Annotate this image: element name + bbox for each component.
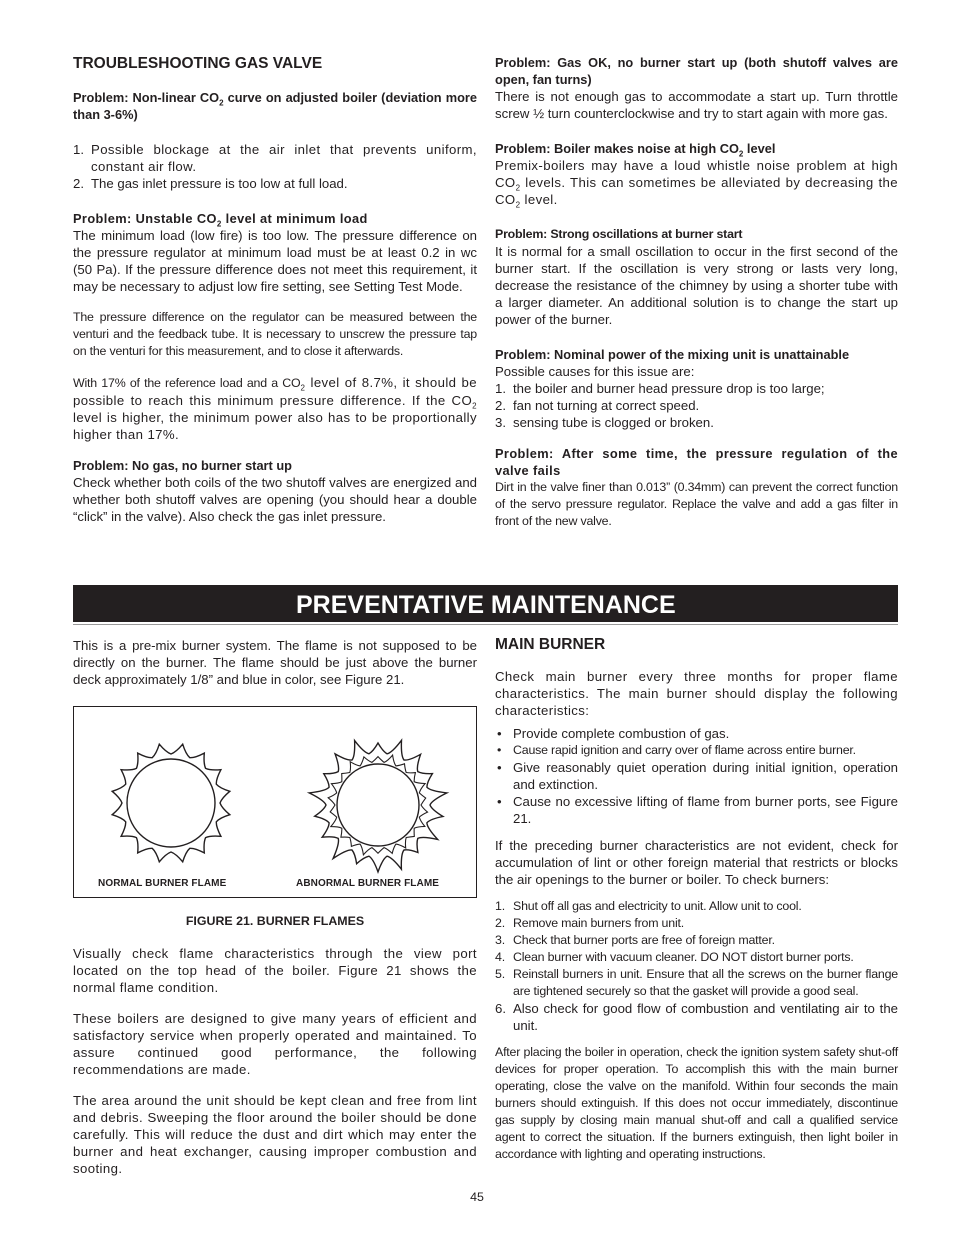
- problem-nonlinear-co2-title: Problem: Non-linear $CO_2$ curve on adjusted boiler (deviation more than 3-6%): [73, 90, 477, 122]
- troubleshooting-left-column: [73, 55, 477, 525]
- list-item: 2. fan not turning at correct speed.: [495, 398, 700, 413]
- area-paragraph: The area around the unit should be kept clean and free from lint and debris. Sweeping the floor around the boiler should be done carefully. This will reduce the dust and dirt which may enter the burner and heat exchanger, causing improper combustion and sooting.: [73, 1093, 477, 1176]
- main-burner-heading: MAIN BURNER: [495, 636, 606, 653]
- gas-ok-body: There is not enough gas to accommodate a start up. Turn throttle screw ½ turn counterclockwise and try to start again with more gas.: [495, 89, 898, 121]
- no-gas-body: Check whether both coils of the two shutoff valves are energized and whether both shutoff valves are opening (you should hear a double “click” in the valve). Also check the gas inlet pressure.: [73, 475, 477, 524]
- normal-flame-label: NORMAL BURNER FLAME: [98, 878, 227, 889]
- list-item: 2. The gas inlet pressure is too low at full load.: [73, 176, 348, 191]
- unstable-co2-body-3: With 17% of the reference load and a $CO_2$ level of 8.7%, it should be possible to reach this minimum pressure difference. If the $CO_2$ level is higher, the minimum power also has to be proportionally higher than 17%.: [73, 375, 477, 442]
- abnormal-flame-icon: [309, 740, 447, 872]
- list-item: 3. Check that burner ports are free of foreign matter.: [495, 933, 775, 947]
- main-burner-intro: Check main burner every three months for proper flame characteristics. The main burner should display the following characteristics:: [495, 669, 898, 718]
- pressure-regulation-body: Dirt in the valve finer than 0.013” (0.34mm) can prevent the correct function of the servo pressure regulator. Replace the valve and add a gas filter in front of the new valve.: [495, 480, 898, 528]
- list-item: 2. Remove main burners from unit.: [495, 916, 684, 930]
- nonlinear-co2-causes-list: [73, 141, 477, 192]
- list-item: 6. Also check for good flow of combustion and ventilating air to the unit.: [495, 1001, 898, 1033]
- normal-flame-icon: [112, 744, 230, 862]
- unstable-co2-body-2: The pressure difference on the regulator can be measured between the venturi and the feedback tube. It is necessary to unscrew the pressure tap on the venturi for this measurement, and to close it afterwards.: [73, 310, 477, 358]
- page-title: PREVENTATIVE MAINTENANCE: [296, 591, 676, 619]
- premix-intro: This is a pre-mix burner system. The flame is not supposed to be directly on the burner. The flame should be just above the burner deck approximately 1/8” and blue in color, see Figure 21.: [73, 638, 477, 687]
- divider: [73, 624, 898, 625]
- problem-nominal-power-title: Problem: Nominal power of the mixing unit is unattainable: [495, 347, 850, 362]
- maintenance-left-column: [73, 637, 477, 688]
- section-banner: [73, 585, 898, 622]
- page-number: 45: [470, 1190, 484, 1204]
- visual-check-paragraph: Visually check flame characteristics through the view port located on the top head of the boiler. Figure 21 shows the normal flame condition.: [73, 946, 477, 995]
- problem-oscillations-title: Problem: Strong oscillations at burner start: [495, 227, 743, 241]
- noise-body: Premix-boilers may have a loud whistle noise problem at high $CO_2$ levels. This can sometimes be alleviated by decreasing the $CO_2$ level.: [495, 158, 898, 210]
- figure-caption: FIGURE 21. BURNER FLAMES: [185, 914, 365, 928]
- main-burner-column: [495, 636, 898, 1163]
- problem-gas-ok-title: Problem: Gas OK, no burner start up (both shutoff valves are open, fan turns): [495, 55, 898, 87]
- after-placing-paragraph: After placing the boiler in operation, check the ignition system safety shut-off devices for proper operation. To accomplish this with the main burner operating, close the valve on the manifold. Within four seconds the main burners should extinguish. If this does not occur immediately, discontinue gas supply by closing main manual shut-off and call a qualified service agent to correct the situation. If the burners extinguish, then light boiler in accordance with lighting and operating instructions.: [495, 1045, 898, 1161]
- check-burners-steps: [495, 898, 898, 1034]
- list-item: 1. the boiler and burner head pressure drop is too large;: [495, 381, 825, 396]
- unstable-co2-body: The minimum load (low fire) is too low. The pressure difference on the pressure regulator at minimum load must be at least 0.2 in wc (50 Pa). If the pressure difference does not meet this requirement, it may be necessary to adjust low fire setting, see Setting Test Mode.: [73, 228, 477, 294]
- list-item: 5. Reinstall burners in unit. Ensure that all the screws on the burner flange are tightened securely so that the gasket will provide a good seal.: [495, 967, 898, 998]
- nominal-power-intro: Possible causes for this issue are:: [495, 364, 695, 379]
- list-item: 3. sensing tube is clogged or broken.: [495, 415, 714, 430]
- list-item: 4. Clean burner with vacuum cleaner. DO NOT distort burner ports.: [495, 950, 854, 964]
- problem-no-gas-title: Problem: No gas, no burner start up: [73, 458, 292, 473]
- problem-noise-title: Problem: Boiler makes noise at high $CO_2$ level: [495, 141, 776, 159]
- list-item: 1. Possible blockage at the air inlet that prevents uniform, constant air flow.: [73, 142, 477, 174]
- problem-unstable-co2-title: Problem: Unstable $CO_2$ level at minimum load: [73, 211, 368, 229]
- burner-flames-figure: [73, 706, 477, 898]
- list-item: • Cause rapid ignition and carry over of flame across entire burner.: [497, 743, 856, 757]
- burner-flames-illustration: [74, 707, 475, 896]
- list-item: • Cause no excessive lifting of flame from burner ports, see Figure 21.: [497, 794, 898, 826]
- list-item: • Give reasonably quiet operation during initial ignition, operation and extinction.: [497, 760, 898, 792]
- list-item: 1. Shut off all gas and electricity to unit. Allow unit to cool.: [495, 899, 802, 913]
- abnormal-flame-label: ABNORMAL BURNER FLAME: [296, 878, 440, 889]
- list-item: • Provide complete combustion of gas.: [497, 726, 730, 741]
- preceding-paragraph: If the preceding burner characteristics are not evident, check for accumulation of lint or other foreign material that restricts or blocks the air openings to the burner or boiler. To check burners:: [495, 838, 898, 887]
- problem-pressure-regulation-title: Problem: After some time, the pressure regulation of the valve fails: [495, 446, 898, 478]
- designed-paragraph: These boilers are designed to give many years of efficient and satisfactory service when properly operated and maintained. To assure continued good performance, the following recommendations are made.: [73, 1011, 477, 1077]
- maintenance-left-column-lower: [73, 945, 477, 1177]
- oscillations-body: It is normal for a small oscillation to occur in the first second of the burner start. If the oscillation is very strong or lasts very long, decrease the resistance of the chimney by using a shorter tube with a larger diameter. An additional solution is to change the start up power of the burner.: [495, 244, 898, 327]
- troubleshooting-heading: TROUBLESHOOTING GAS VALVE: [73, 55, 323, 72]
- troubleshooting-right-column: [495, 54, 898, 530]
- nominal-power-causes-list: [495, 380, 898, 431]
- burner-characteristics-list: [495, 725, 898, 827]
